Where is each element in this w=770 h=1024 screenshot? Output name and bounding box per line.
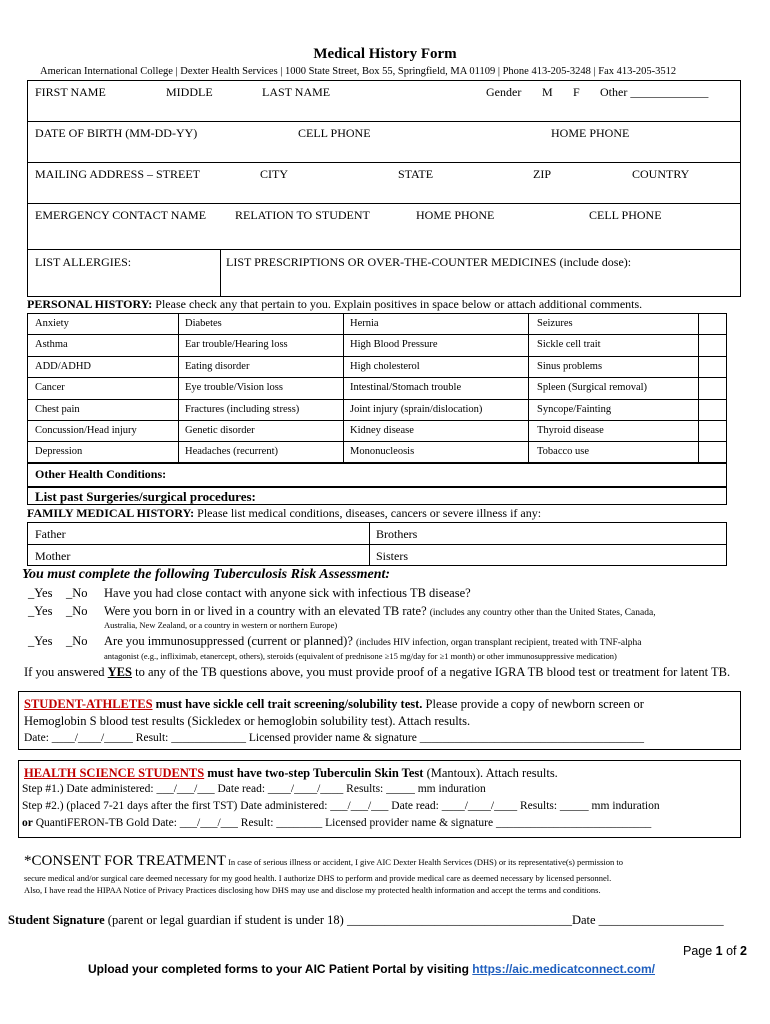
form-subtitle: American International College | Dexter Health Services | 1000 State Street, Box 55, Springfield, MA 01109 | Phone 413-205-3248 | Fax 413-205-3512 (40, 66, 677, 77)
family-history-heading: FAMILY MEDICAL HISTORY: Please list medical conditions, diseases, cancers or severe illness if any: (27, 506, 542, 520)
last-name-field[interactable]: LAST NAME (262, 85, 331, 99)
demographics-box (27, 80, 741, 250)
condition-checkbox[interactable]: Asthma (35, 339, 68, 351)
emergency-home-phone-field[interactable]: HOME PHONE (416, 208, 495, 222)
condition-checkbox[interactable]: Intestinal/Stomach trouble (350, 382, 462, 394)
page-number: Page 1 of 2 (683, 944, 747, 958)
condition-checkbox[interactable]: Depression (35, 446, 83, 458)
gender-label: Gender (486, 85, 522, 99)
emergency-cell-phone-field[interactable]: CELL PHONE (589, 208, 662, 222)
tb-q1-yes[interactable]: _Yes (28, 586, 53, 600)
tb-heading: You must complete the following Tuberculosis Risk Assessment: (22, 567, 391, 582)
form-title: Medical History Form (313, 46, 457, 62)
brothers-field[interactable]: Brothers (376, 527, 418, 541)
prescriptions-field[interactable]: LIST PRESCRIPTIONS OR OVER-THE-COUNTER MEDICINES (include dose): (226, 255, 632, 269)
condition-checkbox[interactable]: High Blood Pressure (350, 339, 438, 351)
tb-q2-text: Were you born in or lived in a country with an elevated TB rate? (includes any country other than the United States, Canada, (104, 604, 656, 618)
tb-q3-yes[interactable]: _Yes (28, 634, 53, 648)
condition-checkbox[interactable]: Eye trouble/Vision loss (185, 382, 283, 394)
other-conditions-field[interactable]: Other Health Conditions: (35, 467, 167, 481)
tb-q3-note: antagonist (e.g., infliximab, etanercept, others), steroids (equivalent of prednisone ≥15 mg/day for ≥1 month) or other immunosuppressive medication) (104, 651, 617, 661)
relation-field[interactable]: RELATION TO STUDENT (235, 208, 370, 222)
signature-line[interactable]: Student Signature (parent or legal guardian if student is under 18) ____________________________________Date ____________________ (8, 913, 724, 927)
condition-checkbox[interactable]: Sickle cell trait (537, 339, 601, 351)
condition-checkbox[interactable]: Syncope/Fainting (537, 403, 612, 415)
gender-other-field[interactable]: Other _____________ (600, 85, 709, 99)
condition-checkbox[interactable]: Tobacco use (537, 446, 590, 458)
first-name-field[interactable]: FIRST NAME (35, 85, 106, 99)
cell-phone-field[interactable]: CELL PHONE (298, 126, 371, 140)
condition-checkbox[interactable]: Anxiety (35, 318, 69, 329)
middle-name-field[interactable]: MIDDLE (166, 85, 213, 99)
tb-q1-text: Have you had close contact with anyone sick with infectious TB disease? (104, 586, 471, 600)
condition-checkbox[interactable]: High cholesterol (350, 360, 420, 372)
condition-checkbox[interactable]: Thyroid disease (537, 425, 604, 436)
condition-checkbox[interactable]: Kidney disease (350, 425, 414, 436)
condition-checkbox[interactable]: Eating disorder (185, 360, 250, 372)
tb-q2-yes[interactable]: _Yes (28, 604, 53, 618)
athletes-results-line[interactable]: Date: ____/____/_____ Result: _____________ Licensed provider name & signature _______________________________________ (24, 732, 644, 744)
condition-checkbox[interactable]: Concussion/Head injury (35, 425, 137, 436)
tb-if-yes-note: If you answered YES to any of the TB questions above, you must provide proof of a negative IGRA TB blood test or treatment for latent TB. (24, 665, 731, 679)
state-field[interactable]: STATE (398, 167, 434, 181)
condition-checkbox[interactable]: Chest pain (35, 403, 80, 415)
father-field[interactable]: Father (35, 527, 66, 541)
condition-checkbox[interactable]: Joint injury (sprain/dislocation) (350, 403, 483, 415)
condition-checkbox[interactable]: ADD/ADHD (35, 360, 91, 372)
personal-history-heading: PERSONAL HISTORY: Please check any that pertain to you. Explain positives in space below or attach additional comments. (27, 297, 643, 311)
condition-checkbox[interactable]: Seizures (537, 318, 573, 329)
hs-step2[interactable]: Step #2.) (placed 7-21 days after the first TST) Date administered: ___/___/___ Date read: ____/____/____ Results: _____ mm induration (22, 800, 660, 812)
condition-checkbox[interactable]: Spleen (Surgical removal) (537, 382, 648, 394)
condition-checkbox[interactable]: Fractures (including stress) (185, 403, 300, 415)
condition-checkbox[interactable]: Ear trouble/Hearing loss (185, 339, 288, 351)
condition-checkbox[interactable]: Sinus problems (537, 360, 603, 372)
hs-quantiferon[interactable]: or QuantiFERON-TB Gold Date: ___/___/___ Result: ________ Licensed provider name & signature ___________________________ (22, 817, 652, 829)
gender-male-option[interactable]: M (542, 85, 553, 99)
consent-line3: Also, I have read the HIPAA Notice of Privacy Practices disclosing how DHS may use and disclose my protected health information and accept the terms and conditions. (24, 885, 601, 895)
athletes-line1: STUDENT-ATHLETES must have sickle cell trait screening/solubility test. Please provide a copy of newborn screen or (24, 697, 644, 711)
condition-checkbox[interactable]: Hernia (350, 318, 379, 329)
dob-field[interactable]: DATE OF BIRTH (MM-DD-YY) (35, 126, 198, 140)
hs-step1[interactable]: Step #1.) Date administered: ___/___/___ Date read: ____/____/____ Results: _____ mm induration (22, 783, 486, 795)
tb-q2-no[interactable]: _No (66, 604, 88, 618)
consent-line2: secure medical and/or surgical care deemed necessary for my good health. I authorize DHS to perform and provide medical care as deemed necessary by licensed personnel. (24, 873, 612, 883)
condition-checkbox[interactable]: Headaches (recurrent) (185, 446, 278, 458)
allergies-field[interactable]: LIST ALLERGIES: (35, 255, 132, 269)
street-field[interactable]: MAILING ADDRESS – STREET (35, 167, 201, 181)
upload-instructions: Upload your completed forms to your AIC Patient Portal by visiting https://aic.medicatconnect.com/ (88, 962, 655, 976)
condition-checkbox[interactable]: Mononucleosis (350, 446, 415, 458)
condition-checkbox[interactable]: Cancer (35, 382, 65, 394)
gender-female-option[interactable]: F (573, 85, 580, 99)
tb-q2-note: Australia, New Zealand, or a country in western or northern Europe) (104, 620, 338, 630)
athletes-line2: Hemoglobin S blood test results (Sickledex or hemoglobin solubility test). Attach results. (24, 714, 471, 728)
emergency-contact-field[interactable]: EMERGENCY CONTACT NAME (35, 208, 207, 222)
zip-field[interactable]: ZIP (533, 167, 551, 181)
tb-q1-no[interactable]: _No (66, 586, 88, 600)
patient-portal-link[interactable]: https://aic.medicatconnect.com/ (472, 962, 655, 976)
home-phone-field[interactable]: HOME PHONE (551, 126, 630, 140)
tb-q3-text: Are you immunosuppressed (current or planned)? (includes HIV infection, organ transplant recipient, treated with TNF-alpha (104, 634, 642, 648)
country-field[interactable]: COUNTRY (632, 167, 690, 181)
city-field[interactable]: CITY (260, 167, 288, 181)
hs-heading: HEALTH SCIENCE STUDENTS must have two-step Tuberculin Skin Test (Mantoux). Attach results. (24, 766, 558, 780)
condition-checkbox[interactable]: Diabetes (185, 318, 222, 329)
mother-field[interactable]: Mother (35, 549, 71, 563)
sisters-field[interactable]: Sisters (376, 549, 409, 563)
surgeries-field[interactable]: List past Surgeries/surgical procedures: (35, 489, 256, 504)
condition-checkbox[interactable]: Genetic disorder (185, 425, 255, 436)
tb-q3-no[interactable]: _No (66, 634, 88, 648)
consent-line1: *CONSENT FOR TREATMENT In case of serious illness or accident, I give AIC Dexter Health Services (DHS) or its representative(s) permission to (24, 853, 623, 869)
